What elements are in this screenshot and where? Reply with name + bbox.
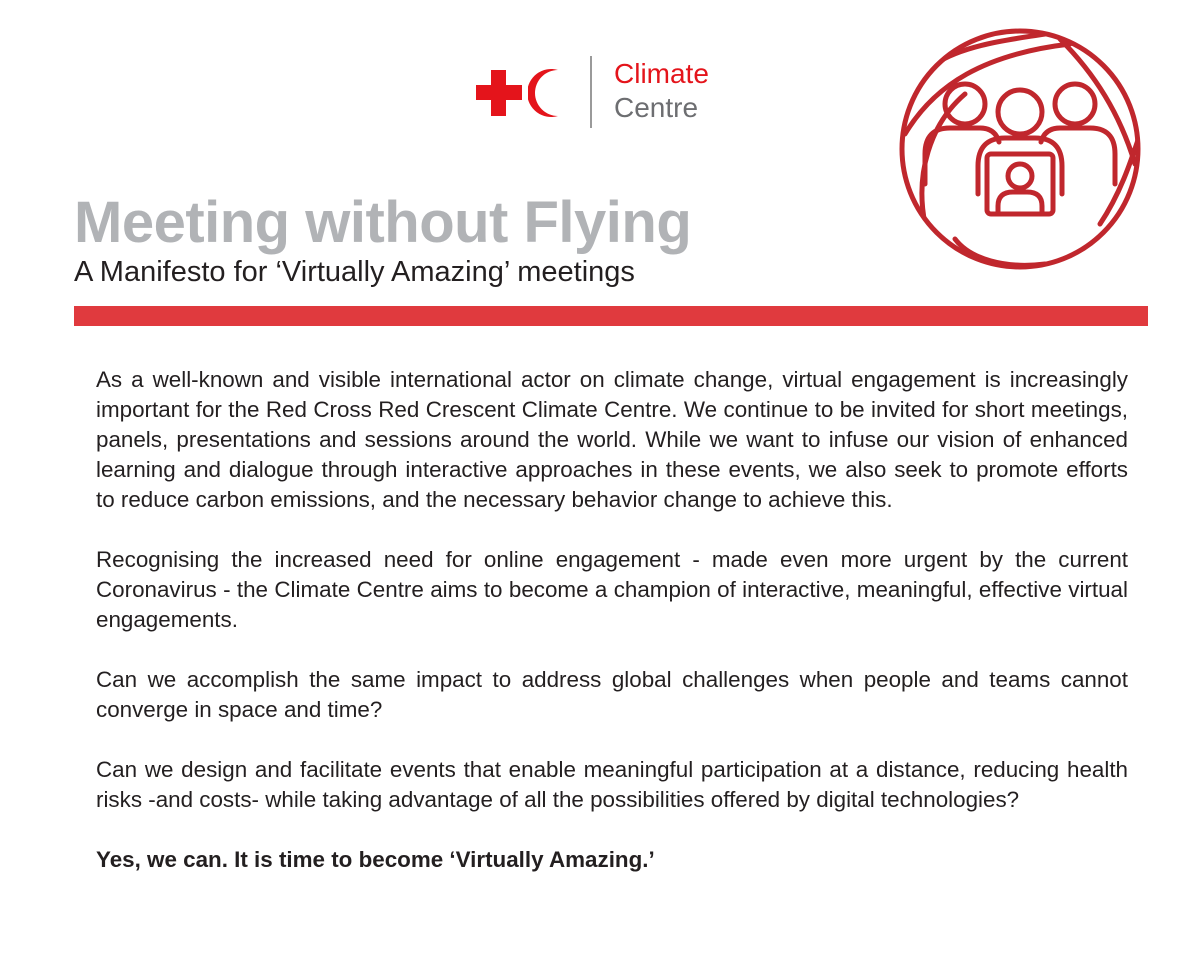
- accent-rule: [74, 306, 1148, 326]
- red-crescent-icon: [528, 66, 574, 120]
- paragraph: As a well-known and visible international actor on climate change, virtual engagement is increasingly important for the Red Cross Red Crescent Climate Centre. We continue to be invited for short meetings, panels, presentations and sessions around the world. While we want to infuse our vision of enhanced learning and dialogue through interactive approaches in these events, we also seek to promote efforts to reduce carbon emissions, and the necessary behavior change to achieve this.: [96, 367, 1128, 512]
- paragraph: Can we design and facilitate events that enable meaningful participation at a distance, reducing health risks -and costs- while taking advantage of all the possibilities offered by digital technologies?: [96, 757, 1128, 812]
- climate-centre-logo: [476, 54, 736, 130]
- logo-divider: [590, 56, 592, 128]
- page-subtitle: A Manifesto for ‘Virtually Amazing’ meetings: [74, 256, 635, 288]
- red-cross-icon: [476, 70, 522, 116]
- paragraph: Can we accomplish the same impact to address global challenges when people and teams cannot converge in space and time?: [96, 667, 1128, 722]
- page-title: Meeting without Flying: [74, 190, 692, 255]
- logo-text-climate: Climate: [614, 58, 709, 89]
- body-text: [96, 365, 1128, 875]
- closing-statement: Yes, we can. It is time to become ‘Virtually Amazing.’: [96, 847, 655, 872]
- paragraph: Recognising the increased need for online engagement - made even more urgent by the current Coronavirus - the Climate Centre aims to become a champion of interactive, meaningful, effective virtual engagements.: [96, 547, 1128, 632]
- logo-text-centre: Centre: [614, 92, 699, 123]
- people-globe-icon: [895, 24, 1145, 274]
